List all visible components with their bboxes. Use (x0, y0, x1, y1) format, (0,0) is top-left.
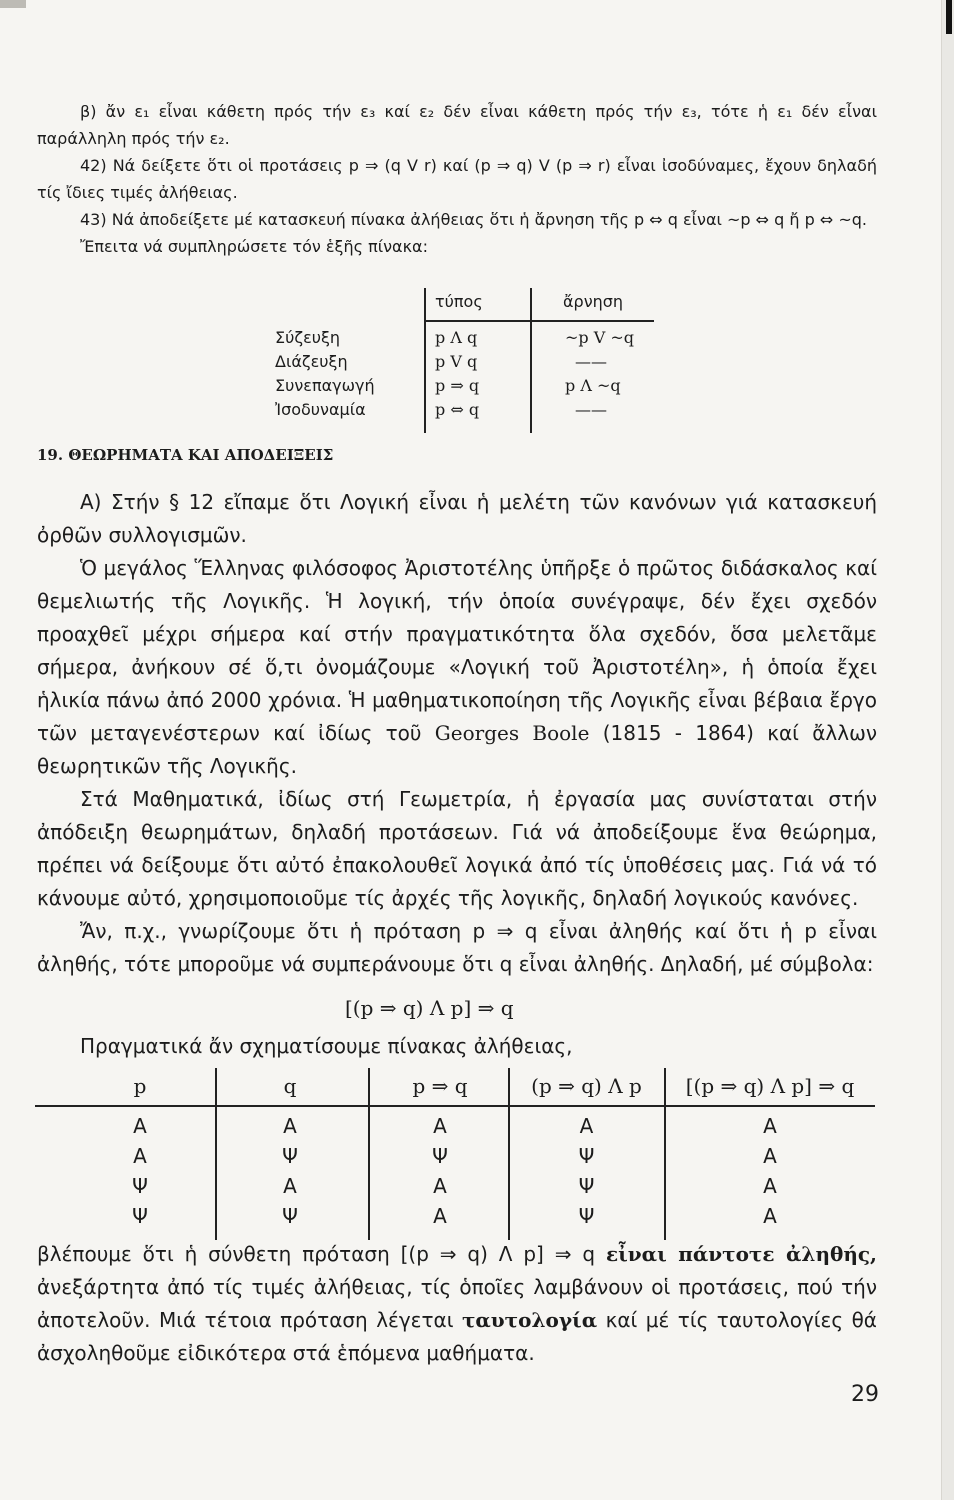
negation-row-name: Ἰσοδυναμία (275, 400, 366, 419)
truth-cell: Α (433, 1204, 447, 1228)
paragraph-truth-table-intro: Πραγματικά ἄν σχηματίσουμε πίνακας ἀλήθειας, (80, 1034, 573, 1058)
boole-name: Georges Boole (434, 721, 590, 745)
truth-cell: Α (433, 1174, 447, 1198)
truth-cell: Α (763, 1144, 777, 1168)
truth-cell: Α (763, 1114, 777, 1138)
page-number: 29 (851, 1382, 879, 1407)
negation-row-type: p V q (435, 352, 478, 371)
truth-cell: Ψ (282, 1144, 298, 1168)
truth-cell: Α (283, 1114, 297, 1138)
negation-row-negation: —— (575, 400, 607, 419)
negation-header-type: τύπος (435, 292, 483, 311)
paragraph-example: Ἄν, π.χ., γνωρίζουμε ὅτι ἡ πρόταση p ⇒ q εἶναι ἀληθής καί ὅτι ἡ p εἶναι ἀληθής, τότε μποροῦμε νά συμπεράνουμε ὅτι q εἶναι ἀληθής. Δηλαδή, μέ σύμβολα: (37, 919, 877, 976)
exercise-beta: β) ἄν ε₁ εἶναι κάθετη πρός τήν ε₃ καί ε₂ δέν εἶναι κάθετη πρός τήν ε₃, τότε ἡ ε₁ δέν εἶναι παράλληλη πρός τήν ε₂. (37, 102, 877, 148)
paragraph-mathematics: Στά Μαθηματικά, ἰδίως στή Γεωμετρία, ἡ ἐργασία μας συνίσταται στήν ἀπόδειξη θεωρημάτων, δηλαδή προτάσεων. Γιά νά ἀποδείξουμε ἕνα θεώρημα, πρέπει νά δείξουμε ὅτι αὐτό ἐπακολουθεῖ λογικά ἀπό τίς ὑποθέσεις μας. Γιά νά τό κάνουμε αὐτό, χρησιμοποιοῦμε τίς ἀρχές τῆς λογικῆς, δηλαδή λογικούς κανόνες. (37, 787, 877, 910)
truth-cell: Α (763, 1204, 777, 1228)
negation-vline-1 (424, 288, 426, 433)
tautology-term: ταυτολογία (461, 1308, 598, 1332)
always-true-emphasis: εἶναι πάντοτε ἀληθής, (605, 1242, 878, 1266)
paragraph-aristotle (37, 552, 877, 783)
section-title: 19. ΘΕΩΡΗΜΑΤΑ ΚΑΙ ΑΠΟΔΕΙΞΕΙΣ (37, 446, 334, 464)
conclusion-block (37, 1238, 877, 1370)
truth-header-q: q (283, 1074, 297, 1098)
negation-hline (424, 320, 654, 322)
truth-cell: Α (579, 1114, 594, 1138)
truth-cell: Ψ (578, 1204, 595, 1228)
paragraph-conclusion (37, 1238, 877, 1370)
exercises-block (37, 98, 877, 260)
exercise-42: 42) Νά δείξετε ὅτι οἱ προτάσεις p ⇒ (q V r) καί (p ⇒ q) V (p ⇒ r) εἶναι ἰσοδύναμες, ἔχουν δηλαδή τίς ἴδιες τιμές ἀλήθειας. (37, 156, 877, 202)
negation-row-negation: —— (575, 352, 607, 371)
truth-table-vline-4 (664, 1068, 666, 1240)
truth-table-vline-1 (215, 1068, 217, 1240)
paragraph-logic-definition: Α) Στήν § 12 εἴπαμε ὅτι Λογική εἶναι ἡ μελέτη τῶν κανόνων γιά κατασκευή ὀρθῶν συλλογισμῶν. (37, 490, 877, 547)
truth-cell: Ψ (282, 1204, 298, 1228)
truth-cell: Α (133, 1144, 147, 1168)
truth-cell: Α (433, 1114, 447, 1138)
negation-header-negation: ἄρνηση (563, 292, 624, 311)
truth-cell: Α (763, 1174, 777, 1198)
truth-cell: Ψ (432, 1144, 448, 1168)
truth-table-vline-3 (508, 1068, 510, 1240)
truth-cell: Ψ (132, 1204, 148, 1228)
exercise-43: 43) Νά ἀποδείξετε μέ κατασκευή πίνακα ἀλήθειας ὅτι ἡ ἄρνηση τῆς p ⇔ q εἶναι ~p ⇔ q ἤ p ⇔ ~q. (80, 210, 868, 229)
page-edge (941, 0, 954, 1500)
negation-row-name: Σύζευξη (275, 328, 341, 347)
conclusion-text-2: ἀνεξάρτητα ἀπό τίς τιμές ἀλήθειας, τίς ὁποῖες λαμβάνουν οἱ προτάσεις, πού τήν ἀποτελοῦν. Μιά τέτοια πρόταση λέγεται (37, 1275, 877, 1332)
negation-vline-2 (530, 288, 532, 433)
scan-edge-mark (946, 0, 952, 34)
truth-table-intro (37, 1030, 877, 1063)
negation-row-negation: p Λ ~q (565, 376, 621, 395)
paragraph-aristotle-end: (1815 - 1864) καί ἄλλων θεωρητικῶν τῆς Λογικῆς. (37, 721, 878, 778)
truth-cell: Ψ (132, 1174, 148, 1198)
fill-table-instruction: Ἔπειτα νά συμπληρώσετε τόν ἑξῆς πίνακα: (80, 237, 428, 256)
conclusion-text-1: βλέπουμε ὅτι ἡ σύνθετη πρόταση [(p ⇒ q) Λ p] ⇒ q (37, 1242, 596, 1266)
truth-header-conjunction: (p ⇒ q) Λ p (531, 1074, 642, 1098)
negation-row-type: p ⇔ q (435, 400, 480, 419)
negation-row-name: Συνεπαγωγή (275, 376, 375, 395)
conclusion-text-3: καί μέ τίς ταυτολογίες θά ἀσχοληθοῦμε εἰδικότερα στά ἑπόμενα μαθήματα. (37, 1308, 877, 1365)
truth-cell: Ψ (578, 1174, 595, 1198)
negation-row-name: Διάζευξη (275, 352, 348, 371)
negation-row-type: p ⇒ q (435, 376, 480, 395)
scan-corner-mark (0, 0, 26, 8)
truth-cell: Ψ (578, 1144, 595, 1168)
paragraph-aristotle-text: Ὁ μεγάλος Ἕλληνας φιλόσοφος Ἀριστοτέλης ὑπῆρξε ὁ πρῶτος διδάσκαλος καί θεμελιωτής τῆς Λογικῆς. Ἡ λογική, τήν ὁποία συνέγραψε, δέν ἔχει σχεδόν προαχθεῖ μέχρι σήμερα καί στήν πραγματικότητα ὅλα σχεδόν, ὅσα μελετᾶμε σήμερα, ἀνήκουν σέ ὅ,τι ὀνομάζουμε «Λογική τοῦ Ἀριστοτέλη», ἡ ὁποία ἔχει ἡλικία πάνω ἀπό 2000 χρόνια. Ἡ μαθηματικοποίηση τῆς Λογικῆς εἶναι βέβαια ἔργο τῶν μεταγενέστερων καί ἰδίως τοῦ (37, 556, 877, 745)
formula-modus-ponens: [(p ⇒ q) Λ p] ⇒ q (345, 996, 514, 1020)
section-body (37, 486, 877, 981)
negation-row-type: p Λ q (435, 328, 478, 347)
negation-row-negation: ~p V ~q (565, 328, 635, 347)
truth-header-p: p (133, 1074, 147, 1098)
truth-header-implication: p ⇒ q (412, 1074, 468, 1098)
truth-header-tautology: [(p ⇒ q) Λ p] ⇒ q (685, 1074, 855, 1098)
truth-table-vline-2 (368, 1068, 370, 1240)
truth-cell: Α (133, 1114, 147, 1138)
truth-cell: Α (283, 1174, 297, 1198)
truth-table-hline (35, 1105, 875, 1107)
